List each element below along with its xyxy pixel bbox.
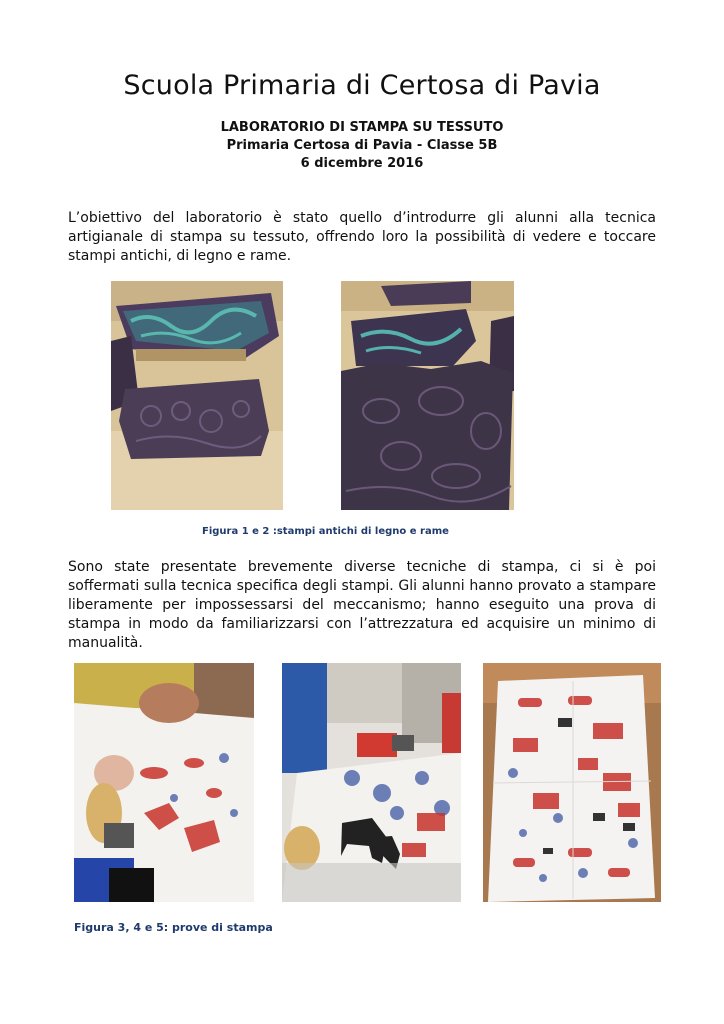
date-line: 6 dicembre 2016	[300, 156, 424, 171]
intro-paragraph: L’obiettivo del laboratorio è stato quello d’introdurre gli alunni alla tecnica artigianale di stampa su tessuto, offrendo loro la possibilità di vedere e toccare stampi antichi, di legno e rame.	[68, 210, 656, 264]
photo-stamps-1	[111, 281, 283, 510]
page-title: Scuola Primaria di Certosa di Pavia	[123, 70, 601, 101]
figure-caption-2: Figura 3, 4 e 5: prove di stampa	[74, 921, 273, 934]
figure-caption-1: Figura 1 e 2 :stampi antichi di legno e rame	[202, 526, 449, 537]
photo-stamps-2	[341, 281, 514, 510]
photo-printing-5	[483, 663, 661, 902]
lab-title: LABORATORIO DI STAMPA SU TESSUTO	[220, 120, 504, 135]
class-line: Primaria Certosa di Pavia - Classe 5B	[226, 138, 498, 153]
techniques-paragraph: Sono state presentate brevemente diverse tecniche di stampa, ci si è poi soffermati sulla tecnica specifica degli stampi. Gli alunni hanno provato a stampare liberamente per impossessarsi del meccanismo; hanno eseguito una prova di stampa in modo da familiarizzarsi con l’attrezzatura ed acquisire un minimo di manualità.	[68, 559, 656, 651]
photo-printing-4	[282, 663, 461, 902]
photo-printing-3	[74, 663, 254, 902]
